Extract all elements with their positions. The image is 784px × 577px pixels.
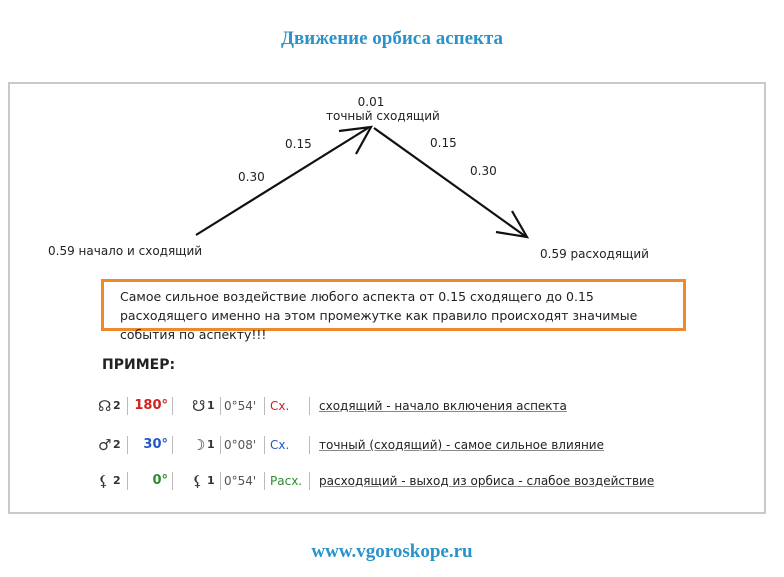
ascending-arrowhead (339, 127, 371, 154)
column-separator (220, 397, 221, 415)
column-separator (309, 436, 310, 454)
column-separator (172, 436, 173, 454)
page-title: Движение орбиса аспекта (280, 28, 504, 49)
planet-glyph-icon: ☋ (192, 397, 206, 415)
house-number: 1 (207, 438, 215, 451)
aspect-description: точный (сходящий) - самое сильное влияние (319, 438, 604, 452)
aspect-degree: 30° (143, 437, 168, 452)
column-separator (264, 436, 265, 454)
example-row (0, 470, 784, 492)
ascending-arrow-line (196, 128, 368, 235)
end-label: 0.59 расходящий (540, 247, 649, 261)
orb-value: 0°08' (224, 438, 257, 452)
column-separator (127, 472, 128, 490)
aspect-degree: 180° (134, 398, 168, 413)
column-separator (309, 397, 310, 415)
left-015-label: 0.15 (285, 137, 312, 151)
house-number: 1 (207, 474, 215, 487)
aspect-status: Расх. (270, 474, 303, 488)
aspect-degree: 0° (152, 473, 168, 488)
column-separator (264, 472, 265, 490)
orb-value: 0°54' (224, 399, 257, 413)
column-separator (220, 472, 221, 490)
column-separator (172, 472, 173, 490)
house-number: 1 (207, 399, 215, 412)
site-url: www.vgoroskope.ru (311, 541, 473, 562)
example-row (0, 434, 784, 456)
planet-glyph-icon: ⚸ (192, 472, 203, 490)
peak-caption-label: точный сходящий (326, 109, 440, 123)
column-separator (220, 436, 221, 454)
column-separator (264, 397, 265, 415)
column-separator (127, 436, 128, 454)
start-label: 0.59 начало и сходящий (48, 244, 203, 258)
planet-glyph-icon: ☊ (98, 397, 112, 415)
right-030-label: 0.30 (470, 164, 497, 178)
peak-value-label: 0.01 (357, 95, 385, 109)
aspect-status: Сх. (270, 399, 290, 413)
column-separator (309, 472, 310, 490)
left-030-label: 0.30 (238, 170, 265, 184)
planet-glyph-icon: ⚸ (98, 472, 109, 490)
planet-glyph-icon: ♂ (98, 436, 112, 454)
house-number: 2 (113, 474, 121, 487)
column-separator (172, 397, 173, 415)
aspect-description: сходящий - начало включения аспекта (319, 399, 567, 413)
aspect-status: Сх. (270, 438, 290, 452)
example-heading: ПРИМЕР: (102, 357, 176, 373)
aspect-description: расходящий - выход из орбиса - слабое воздействие (319, 474, 655, 488)
planet-glyph-icon: ☽ (192, 436, 206, 454)
orb-value: 0°54' (224, 474, 257, 488)
note-box: Самое сильное воздействие любого аспекта от 0.15 сходящего до 0.15 расходящего именно на этом промежутке как правило происходят значимые события по аспекту!!! (101, 279, 686, 331)
right-015-label: 0.15 (430, 136, 457, 150)
column-separator (127, 397, 128, 415)
example-row (0, 395, 784, 417)
house-number: 2 (113, 399, 121, 412)
house-number: 2 (113, 438, 121, 451)
